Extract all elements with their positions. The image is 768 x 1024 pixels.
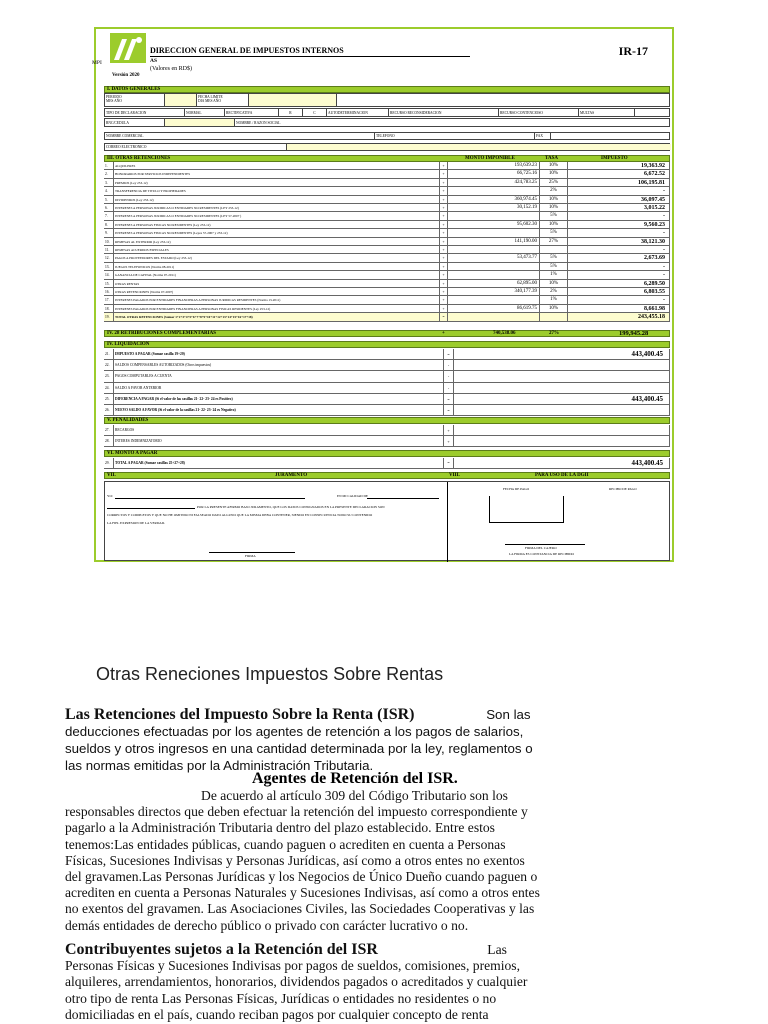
row-number: 22.: [104, 360, 114, 370]
juramento-box: YO: EN MI CALIDAD DE POR LA PRESENTE AFIRMO BAJO JURAMENTO, QUE LOS DATOS CONSIGNADOS EN LA PRESENTE DECLARACION SON CORRECTOS Y COMPLETOS Y QUE NO HE OMITIDO NI FALSEADO DATO ALGUNO QUE LA MISMA DEBA CONTENER, SIENDO EN CONSECUENCIA TODO SU CONTENIDO LA FIEL EXPRESION DE LA VERDAD. FIRMA FECHA DE PAGO RECIBO DE PAGO FIRMA DEL CAJERO LA FIRMA ES CONSTANCIA DE RECIBIDO: [104, 481, 670, 561]
row-number: 23.: [104, 371, 114, 381]
monto-row: 29. TOTAL A PAGAR (Sumar casillas 25+27+28) = 443,400.45: [104, 458, 670, 469]
row-sign: +: [440, 238, 448, 245]
monto-imponible-cell[interactable]: 62,895.00: [448, 280, 540, 287]
value-cell[interactable]: 443,400.45: [454, 349, 670, 359]
tasa-cell: 10%: [540, 221, 568, 228]
monto-imponible-cell[interactable]: [448, 271, 540, 278]
retencion-row: [104, 238, 670, 246]
row-description: DIVIDENDOS (Ley 253-12): [114, 196, 440, 203]
row-number: 28.: [104, 436, 114, 446]
recurso-reconsideracion-label: RECURSO RECONSIDERACION: [389, 109, 499, 116]
row-number: 14.: [104, 271, 114, 278]
complementarias-impuesto: 199,945.28: [619, 330, 649, 337]
row-description: PAGOS COMPUTABLES A CUENTA: [114, 371, 444, 381]
row-sign: =: [440, 313, 448, 320]
row-description: OTRAS RENTAS: [114, 280, 440, 287]
row-number: 13.: [104, 263, 114, 270]
tasa-cell: 10%: [540, 196, 568, 203]
tasa-cell: [540, 313, 568, 320]
value-cell[interactable]: 443,400.45: [454, 394, 670, 404]
c-checkbox[interactable]: C: [303, 109, 327, 116]
org-abbr: MPI: [92, 60, 102, 66]
row-number: 24.: [104, 383, 114, 393]
tasa-cell: 10%: [540, 280, 568, 287]
rnc-input[interactable]: [165, 119, 235, 126]
row-description: INTERESES A PERSONAS FISICAS NO RESIDENTES (Leyes 57-2007 y 253-12): [114, 229, 440, 236]
tasa-cell: 5%: [540, 263, 568, 270]
tipo-declaracion-label: TIPO DE DECLARACION: [105, 109, 185, 116]
row-sign: +: [440, 246, 448, 253]
row-sign: -: [444, 360, 454, 370]
tasa-cell: 5%: [540, 254, 568, 261]
row-description: REMESAS AL EXTERIOR (Ley 253-12): [114, 238, 440, 245]
retencion-row: [104, 221, 670, 229]
row-number: 18.: [104, 305, 114, 312]
general-row-correo: [104, 143, 670, 151]
row-number: 21.: [104, 349, 114, 359]
liquidation-row: [104, 405, 670, 416]
r-checkbox[interactable]: R: [279, 109, 303, 116]
row-description: TRANSFERENCIA DE TITULO Y PROPIEDADES: [114, 187, 440, 194]
monto-imponible-cell[interactable]: [448, 296, 540, 303]
row-number: 11.: [104, 246, 114, 253]
impuesto-cell: 2,673.69: [568, 254, 670, 261]
monto-imponible-cell[interactable]: [448, 246, 540, 253]
row-sign: +: [444, 425, 454, 435]
row-number: 25.: [104, 394, 114, 404]
liquidation-row: [104, 394, 670, 405]
row-description: PREMIOS (Ley 253-12): [114, 179, 440, 186]
row-description: INTERESES A PERSONAS JURIDICAS O ENTIDADES NO RESIDENTES (LEY 253-12): [114, 204, 440, 211]
fecha-limite-input[interactable]: [249, 94, 337, 106]
monto-imponible-cell[interactable]: [448, 212, 540, 219]
row-description: INTERES INDEMNIZATORIO: [114, 436, 444, 446]
paragraph-agentes: De acuerdo al artículo 309 del Código Tributario son los responsables directos que deben efectuar la retención del impuesto correspondiente y pagarlo a la Administración Tributaria dentro del plazo establecido. Entre estos tenemos:Las entidades públicas, cuando paguen o acrediten en cuenta a Personas Físicas, Sucesiones Indivisas y Personas Jurídicas, así como a otros entes no exentos del gravamen.Las Personas Jurídicas y los Negocios de Único Dueño cuando paguen o acrediten en cuenta a Personas Naturales y Sucesiones Indivisas, así como a otros entes no exentos del gravamen. Las Asociaciones Civiles, las Sociedades Cooperativas y las demás entidades de derecho público o privado con carácter lucrativo o no.: [65, 788, 540, 933]
heading-contribuyentes: Contribuyentes sujetos a la Retención del ISR: [65, 941, 378, 958]
retencion-row: [104, 170, 670, 178]
retencion-row: [104, 196, 670, 204]
tasa-cell: 5%: [540, 212, 568, 219]
impuesto-cell: 243,455.18: [568, 313, 670, 320]
monto-imponible-cell[interactable]: 193,639.23: [448, 162, 540, 169]
header-underline: [150, 56, 470, 57]
tasa-cell: 25%: [540, 179, 568, 186]
complementarias-monto: 740,538.06: [493, 331, 516, 336]
impuesto-cell: 19,363.92: [568, 162, 670, 169]
col-impuesto-header: IMPUESTO: [601, 156, 628, 161]
retencion-row: [104, 179, 670, 187]
tasa-cell: [540, 246, 568, 253]
monto-imponible-cell[interactable]: 424,783.25: [448, 179, 540, 186]
tasa-cell: 10%: [540, 162, 568, 169]
section-monto-header: VI. MONTO A PAGAR: [104, 450, 670, 457]
liquidation-row: [104, 425, 670, 436]
rnc-label: RNC/CEDULA: [105, 119, 165, 126]
periodo-cell: PERIODO MES AÑO: [105, 94, 165, 106]
monto-imponible-cell[interactable]: [448, 263, 540, 270]
row-sign: -: [444, 371, 454, 381]
form-version: Versión 2020: [112, 73, 140, 78]
retencion-row: [104, 305, 670, 313]
retencion-row: [104, 204, 670, 212]
section-liquidacion-header: IV. LIQUIDACION: [104, 341, 670, 348]
monto-imponible-cell[interactable]: 95,602.30: [448, 221, 540, 228]
periodo-input[interactable]: [165, 94, 197, 106]
row-description: PAGOS A PROVEEDORES DEL ESTADO (Ley 253-12): [114, 254, 440, 261]
row-description: OTRAS RETENCIONES (Norma 07-2007): [114, 288, 440, 295]
row-description: GANANCIA DE CAPITAL (Norma 07-2011): [114, 271, 440, 278]
row-sign: +: [440, 170, 448, 177]
impuesto-cell: -: [568, 246, 670, 253]
value-cell[interactable]: [454, 371, 670, 381]
telefono-label: TELEFONO: [375, 133, 535, 139]
fax-label: FAX: [535, 133, 551, 139]
currency-note: (Valores en RD$): [150, 66, 192, 72]
impuesto-cell: 106,195.81: [568, 179, 670, 186]
impuesto-cell: -: [568, 271, 670, 278]
row-description: ALQUILERES: [114, 162, 440, 169]
row-sign: +: [440, 271, 448, 278]
row-sign: +: [440, 229, 448, 236]
value-cell[interactable]: [454, 360, 670, 370]
autodeterminacion-label: AUTODETERMINACION: [327, 109, 389, 116]
row-number: 9.: [104, 229, 114, 236]
row-sign: +: [440, 305, 448, 312]
tasa-cell: 10%: [540, 305, 568, 312]
heading-retenciones: Las Retenciones del Impuesto Sobre la Renta (ISR): [65, 706, 415, 723]
retencion-row: [104, 271, 670, 279]
row-number: 4.: [104, 187, 114, 194]
section-penalidades-header: V. PENALIDADES: [104, 417, 670, 424]
value-cell[interactable]: [454, 436, 670, 446]
impuesto-cell: -: [568, 187, 670, 194]
row-description: TOTAL OTRAS RETENCIONES (Sumar 1+2+3+4+5+6+7+8+9+10+11+12+13+14+15+16+17+18): [114, 313, 440, 320]
liquidation-row: [104, 349, 670, 360]
row-description: RECARGOS: [114, 425, 444, 435]
form-code: IR-17: [618, 44, 648, 58]
org-name: DIRECCION GENERAL DE IMPUESTOS INTERNOS: [150, 46, 344, 55]
row-number: 15.: [104, 280, 114, 287]
row-number: 16.: [104, 288, 114, 295]
impuesto-cell: 6,803.55: [568, 288, 670, 295]
row-number: 5.: [104, 196, 114, 203]
monto-imponible-cell[interactable]: 53,473.77: [448, 254, 540, 261]
fax-input[interactable]: [551, 133, 671, 139]
fecha-limite-cell: FECHA LIMITE DIA MES AÑO: [197, 94, 249, 106]
row-sign: +: [440, 288, 448, 295]
col-tasa-header: TASA: [545, 156, 558, 161]
general-row-comercial: [104, 132, 670, 140]
multas-label: MULTAS: [579, 109, 635, 116]
dgii-logo-icon: [110, 33, 146, 63]
row-description: INTERESES PAGADOS POR ENTIDADES FINANCIERAS A PERSONAS JURIDICAS RESIDENTES (Norma 13-2011): [114, 296, 440, 303]
rectificativa-label: RECTIFICATIVA: [225, 109, 279, 116]
row-sign: +: [440, 263, 448, 270]
row-number: 7.: [104, 212, 114, 219]
section-juramento-header: VII. JURAMENTO VIII. PARA USO DE LA DGII: [104, 472, 670, 479]
row-description: SALDOS COMPENSABLES AUTORIZADOS (Otros impuestos): [114, 360, 444, 370]
impuesto-cell: 8,661.98: [568, 305, 670, 312]
tasa-cell: 27%: [540, 238, 568, 245]
total-retenciones-row: [104, 313, 670, 321]
retencion-row: [104, 212, 670, 220]
monto-imponible-cell[interactable]: [448, 313, 540, 320]
paragraph-contribuyentes: Contribuyentes sujetos a la Retención del ISR Las Personas Físicas y Sucesiones Indivisas por pagos de sueldos, comisiones, premios, alquileres, arrendamientos, honorarios, dividendos pagados o acreditados y cualquier otro tipo de renta Las Personas Físicas, Jurídicas o entidades no residentes o no domiciliadas en el país, cuando reciban pagos por cualquier concepto de renta: [65, 941, 528, 1022]
row-description: REMESAS ACUERDOS ESPECIALES: [114, 246, 440, 253]
row-description: NUEVO SALDO A FAVOR (Si el valor de la casillas 21- 22- 23- 24 es Negativo): [114, 405, 444, 415]
normal-label: NORMAL: [185, 109, 225, 116]
row-sign: +: [444, 436, 454, 446]
monto-imponible-cell[interactable]: 360,974.45: [448, 196, 540, 203]
correo-label: CORREO ELECTRONICO: [105, 144, 287, 150]
monto-imponible-cell[interactable]: [448, 187, 540, 194]
comercial-label: NOMBRE COMERCIAL: [105, 133, 375, 139]
multas-input[interactable]: [635, 109, 671, 116]
row-number: 10.: [104, 238, 114, 245]
heading-agentes-wrap: [252, 770, 552, 788]
impuesto-cell: 6,672.52: [568, 170, 670, 177]
section-general-header: I. DATOS GENERALES: [104, 86, 670, 93]
monto-imponible-cell[interactable]: 30,152.19: [448, 204, 540, 211]
impuesto-cell: -: [568, 263, 670, 270]
row-description: INTERESES A PERSONAS FISICAS NO RESIDENTES (Ley 253-12): [114, 221, 440, 228]
paragraph-retenciones: Las Retenciones del Impuesto Sobre la Renta (ISR) Son las deducciones efectuadas por los agentes de retención a los pagos de salarios, sueldos y otros ingresos en una cantidad determinada por la ley, reglamentos o las normas emitidas por la Administración Tributaria.: [65, 706, 533, 773]
general-row-tipo: [104, 108, 670, 117]
liquidation-row: [104, 383, 670, 394]
section-complementarias-header: IV. 28 RETRIBUCIONES COMPLEMENTARIAS + 740,538.06 27% 199,945.28: [104, 330, 670, 337]
monto-imponible-cell[interactable]: [448, 229, 540, 236]
retencion-row: [104, 280, 670, 288]
general-row-periodo: [104, 93, 670, 107]
heading-agentes: Agentes de Retención del ISR.: [252, 770, 458, 787]
row-number: 6.: [104, 204, 114, 211]
retencion-row: [104, 246, 670, 254]
retencion-row: [104, 187, 670, 195]
impuesto-cell: 38,121.30: [568, 238, 670, 245]
row-number: 17.: [104, 296, 114, 303]
row-sign: +: [440, 296, 448, 303]
tasa-cell: 1%: [540, 296, 568, 303]
tasa-cell: 2%: [540, 187, 568, 194]
row-number: 3.: [104, 179, 114, 186]
row-sign: +: [440, 187, 448, 194]
monto-imponible-cell[interactable]: 86,619.75: [448, 305, 540, 312]
row-number: 27.: [104, 425, 114, 435]
retencion-row: [104, 254, 670, 262]
row-sign: +: [440, 196, 448, 203]
nombre-label: NOMBRE / RAZON SOCIAL: [236, 121, 281, 125]
complementarias-tasa: 27%: [549, 331, 559, 336]
impuesto-cell: 9,560.23: [568, 221, 670, 228]
liquidation-row: [104, 436, 670, 447]
row-description: IMPUESTO A PAGAR (Sumar casilla 19+20): [114, 349, 444, 359]
impuesto-cell: 3,015.22: [568, 204, 670, 211]
row-description: HONORARIOS POR SERVICIOS INDEPENDIENTES: [114, 170, 440, 177]
value-cell[interactable]: [454, 405, 670, 415]
impuesto-cell: -: [568, 296, 670, 303]
monto-desc: TOTAL A PAGAR (Sumar casillas 25+27+28): [114, 458, 444, 468]
retencion-row: [104, 229, 670, 237]
total-a-pagar-value[interactable]: 443,400.45: [454, 458, 670, 468]
row-number: 8.: [104, 221, 114, 228]
row-sign: =: [444, 394, 454, 404]
general-row-rnc: [104, 118, 670, 127]
firma-label: FIRMA: [245, 554, 256, 558]
row-sign: +: [440, 179, 448, 186]
tasa-cell: 1%: [540, 271, 568, 278]
tasa-cell: 2%: [540, 288, 568, 295]
impuesto-cell: 36,097.45: [568, 196, 670, 203]
retencion-row: [104, 288, 670, 296]
row-sign: +: [440, 212, 448, 219]
monto-imponible-cell[interactable]: 340,177.39: [448, 288, 540, 295]
row-description: INTERESES A PERSONAS JURIDICAS O ENTIDADES NO RESIDENTES (LEY 57-2007 ): [114, 212, 440, 219]
retencion-row: [104, 296, 670, 304]
row-sign: +: [440, 204, 448, 211]
form-title-fragment: AS: [150, 58, 158, 64]
col-monto-header: MONTO IMPONIBLE: [465, 156, 515, 161]
row-description: DIFERENCIA A PAGAR (Si el valor de las casillas 21- 22- 23- 24 es Positivo): [114, 394, 444, 404]
row-number: 19.: [104, 313, 114, 320]
row-sign: +: [440, 162, 448, 169]
monto-imponible-cell[interactable]: 141,190.00: [448, 238, 540, 245]
row-sign: =: [444, 349, 454, 359]
impuesto-cell: 6,289.50: [568, 280, 670, 287]
recurso-contencioso-label: RECURSO CONTENCIOSO: [499, 109, 579, 116]
row-number: 26.: [104, 405, 114, 415]
tasa-cell: 10%: [540, 204, 568, 211]
row-number: 1.: [104, 162, 114, 169]
row-sign: +: [440, 280, 448, 287]
row-description: JUEGOS TELEFONICOS (Norma 08-2011): [114, 263, 440, 270]
tasa-cell: 5%: [540, 229, 568, 236]
impuesto-cell: -: [568, 229, 670, 236]
row-sign: -: [444, 383, 454, 393]
monto-imponible-cell[interactable]: 66,725.16: [448, 170, 540, 177]
section-otras-header: III. OTRAS RETENCIONES MONTO IMPONIBLE TASA IMPUESTO: [104, 155, 670, 162]
document-title: Otras Reneciones Impuestos Sobre Rentas: [96, 664, 444, 684]
impuesto-cell: -: [568, 212, 670, 219]
liquidation-row: [104, 371, 670, 382]
correo-input[interactable]: [287, 144, 671, 150]
row-description: SALDO A FAVOR ANTERIOR: [114, 383, 444, 393]
retencion-row: [104, 162, 670, 170]
row-number: 12.: [104, 254, 114, 261]
row-sign: +: [440, 254, 448, 261]
row-number: 2.: [104, 170, 114, 177]
liquidation-row: [104, 360, 670, 371]
row-description: INTERESES PAGADOS POR ENTIDADES FINANCIERAS A PERSONAS FISICAS RESIDENTES (Ley 253-12): [114, 305, 440, 312]
ir17-form: [94, 27, 674, 562]
row-sign: =: [444, 405, 454, 415]
tasa-cell: 10%: [540, 170, 568, 177]
row-sign: +: [440, 221, 448, 228]
value-cell[interactable]: [454, 425, 670, 435]
value-cell[interactable]: [454, 383, 670, 393]
retencion-row: [104, 263, 670, 271]
